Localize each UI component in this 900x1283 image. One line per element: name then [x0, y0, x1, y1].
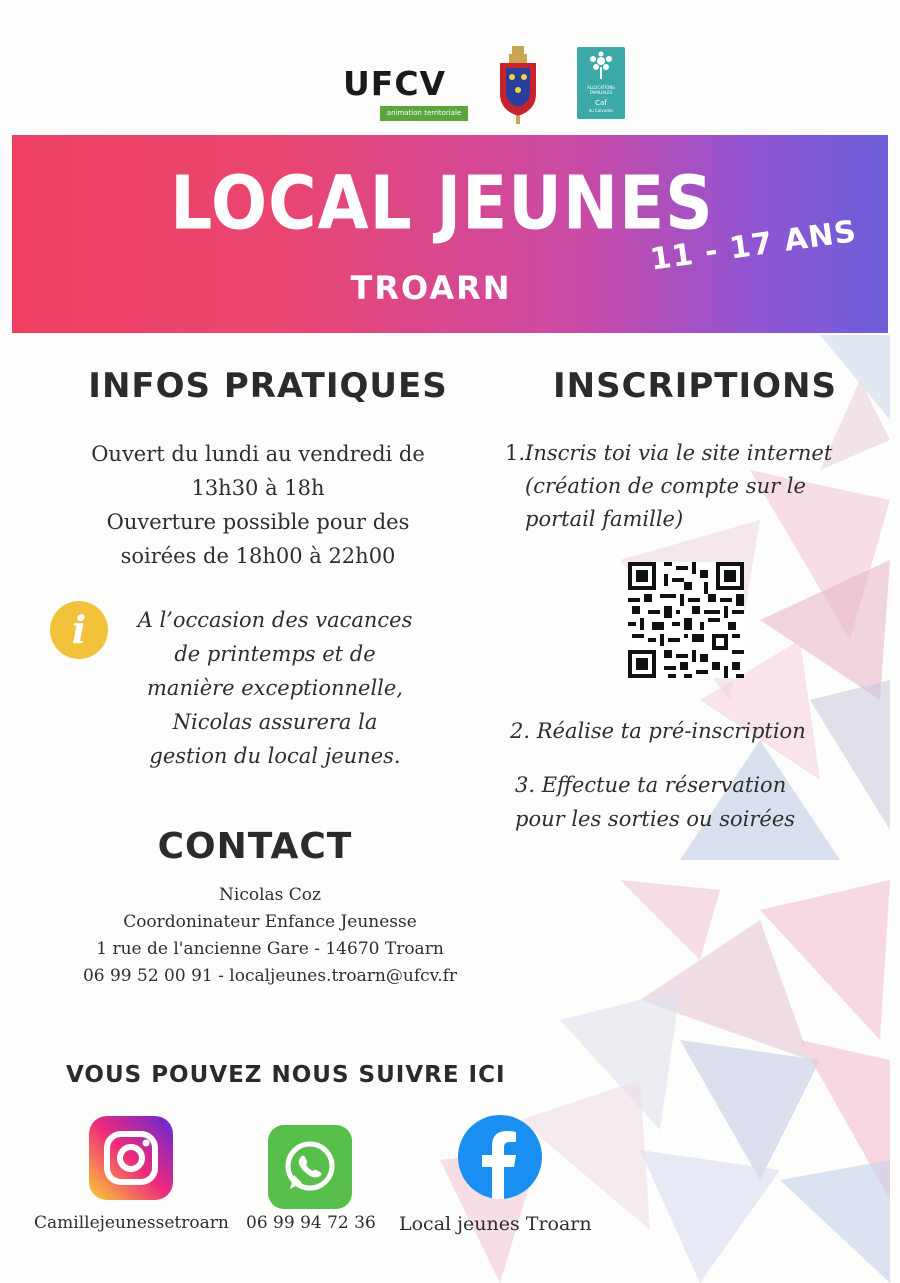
note-line: gestion du local jeunes.: [149, 744, 401, 768]
caf-tree-icon: [577, 47, 625, 83]
info-icon: i: [50, 601, 108, 659]
step-2: 2. Réalise ta pré-inscription: [510, 719, 806, 743]
infos-heading: INFOS PRATIQUES: [88, 366, 448, 406]
holiday-note: [110, 603, 440, 773]
coat-of-arms-icon: [496, 46, 540, 124]
ufcv-tagline: animation territoriale: [380, 106, 468, 121]
title-banner: [12, 135, 888, 333]
facebook-glyph: [458, 1115, 542, 1199]
note-line: A l’occasion des vacances: [137, 608, 413, 632]
whatsapp-icon[interactable]: [268, 1125, 352, 1209]
social-heading: VOUS POUVEZ NOUS SUIVRE ICI: [66, 1062, 506, 1088]
contact-heading: CONTACT: [157, 826, 353, 867]
ufcv-logo-text: UFCV: [343, 64, 447, 103]
contact-phone-email[interactable]: 06 99 52 00 91 - localjeunes.troarn@ufcv.fr: [82, 966, 458, 986]
instagram-glyph: [89, 1116, 173, 1200]
instagram-label[interactable]: Camillejeunessetroarn: [34, 1213, 229, 1233]
step-3-line: 3. Effectue ta réservation: [515, 773, 787, 797]
ufcv-logo: [343, 66, 468, 124]
contact-role: Coordoninateur Enfance Jeunesse: [123, 912, 417, 932]
step-1-line: (création de compte sur le: [525, 474, 806, 498]
hours-line: 13h30 à 18h: [191, 476, 325, 500]
age-range: 11 - 17 ANS: [648, 214, 860, 278]
hours-line: Ouvert du lundi au vendredi de: [91, 442, 425, 466]
contact-name: Nicolas Coz: [219, 885, 321, 905]
contact-details: [40, 882, 500, 990]
facebook-label[interactable]: Local jeunes Troarn: [399, 1213, 592, 1235]
opening-hours: [48, 437, 468, 573]
note-line: Nicolas assurera la: [172, 710, 378, 734]
facebook-icon[interactable]: [458, 1115, 542, 1199]
step-3-line: pour les sorties ou soirées: [515, 807, 796, 831]
caf-line: ALLOCATIONS FAMILIALES: [587, 85, 615, 95]
whatsapp-label[interactable]: 06 99 94 72 36: [246, 1213, 376, 1233]
caf-logo: [577, 47, 625, 119]
caf-name: Caf: [595, 99, 607, 107]
step-1-line: Inscris toi via le site internet: [525, 441, 833, 465]
step-1-number: 1.: [505, 441, 526, 465]
banner-title: LOCAL JEUNES: [170, 160, 714, 247]
instagram-icon[interactable]: [89, 1116, 173, 1200]
banner-subtitle: TROARN: [350, 269, 512, 307]
caf-region: du Calvados: [588, 108, 614, 113]
note-line: manière exceptionnelle,: [147, 676, 403, 700]
inscriptions-heading: INSCRIPTIONS: [553, 366, 837, 406]
step-1-line: portail famille): [525, 507, 684, 531]
step-3: [515, 768, 855, 836]
qr-code[interactable]: [628, 562, 744, 678]
hours-line: Ouverture possible pour des: [106, 510, 410, 534]
contact-address: 1 rue de l'ancienne Gare - 14670 Troarn: [96, 939, 444, 959]
whatsapp-glyph: [268, 1125, 352, 1209]
note-line: de printemps et de: [174, 642, 376, 666]
hours-line: soirées de 18h00 à 22h00: [120, 544, 396, 568]
step-1: [505, 437, 885, 536]
